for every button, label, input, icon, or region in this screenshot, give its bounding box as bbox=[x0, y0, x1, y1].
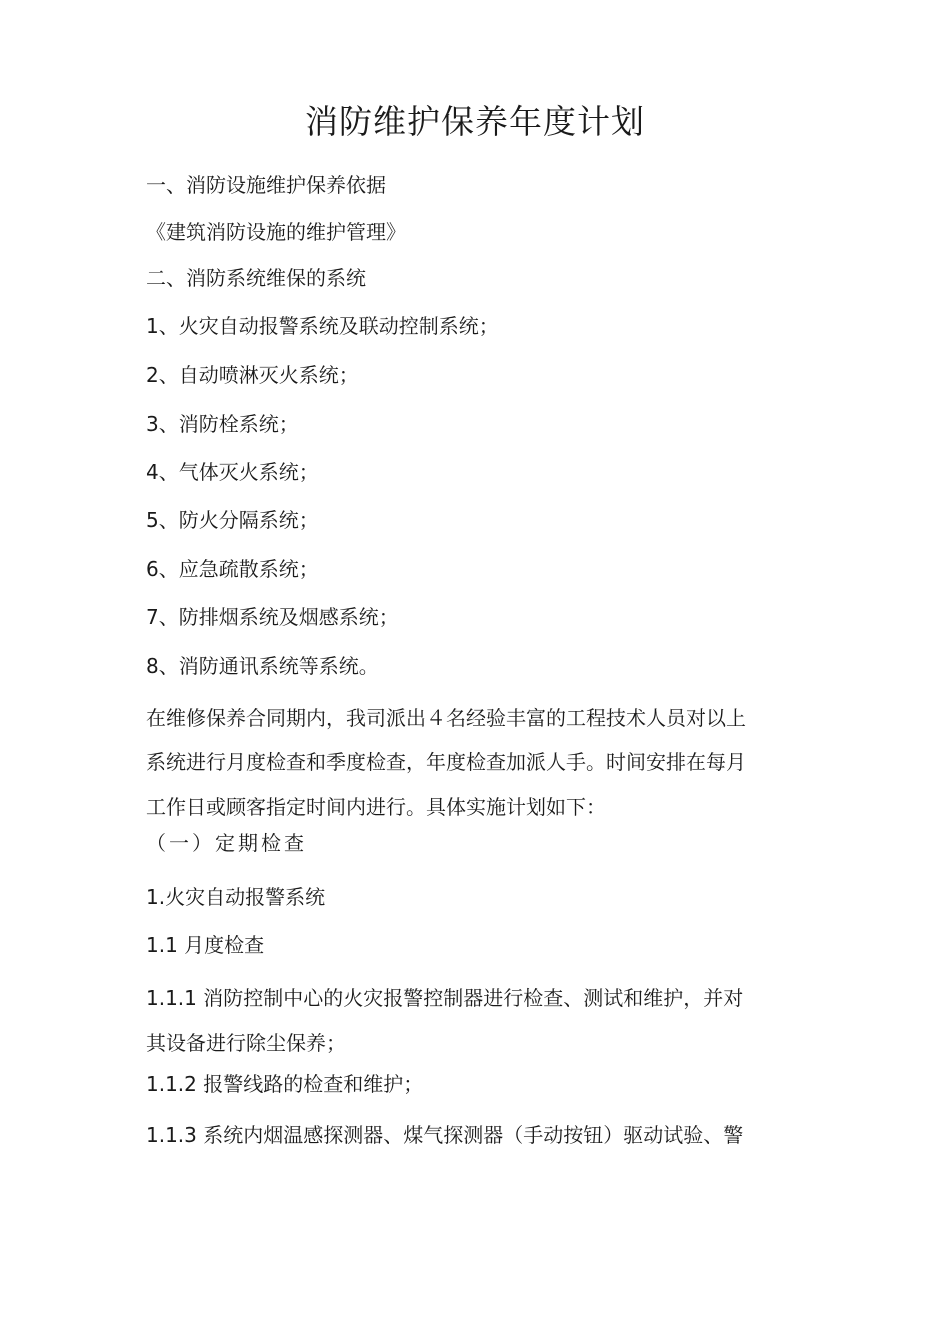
reference-standard: 《建筑消防设施的维护管理》 bbox=[146, 220, 406, 244]
system-list-item: 1、火灾自动报警系统及联动控制系统； bbox=[146, 314, 499, 338]
paragraph-line: 其设备进行除尘保养； bbox=[146, 1031, 346, 1055]
paragraph-line: 1.1.2 报警线路的检查和维护； bbox=[146, 1072, 424, 1096]
subsection-heading: （一）定期检查 bbox=[146, 831, 307, 855]
section-heading-basis: 一、消防设施维护保养依据 bbox=[146, 173, 386, 197]
system-list-item: 7、防排烟系统及烟感系统； bbox=[146, 605, 399, 629]
subsection-heading: 1.1 月度检查 bbox=[146, 933, 265, 957]
system-list-item: 3、消防栓系统； bbox=[146, 412, 299, 436]
system-list-item: 2、自动喷淋灭火系统； bbox=[146, 363, 359, 387]
paragraph-line: 工作日或顾客指定时间内进行。具体实施计划如下： bbox=[146, 795, 606, 819]
system-list-item: 6、应急疏散系统； bbox=[146, 557, 319, 581]
subsection-heading: 1.火灾自动报警系统 bbox=[146, 885, 326, 909]
system-list-item: 4、气体灭火系统； bbox=[146, 460, 319, 484]
section-heading-systems: 二、消防系统维保的系统 bbox=[146, 266, 366, 290]
system-list-item: 5、防火分隔系统； bbox=[146, 508, 319, 532]
document-title: 消防维护保养年度计划 bbox=[305, 102, 645, 141]
paragraph-line: 1.1.3 系统内烟温感探测器、煤气探测器（手动按钮）驱动试验、警 bbox=[146, 1123, 744, 1147]
system-list-item: 8、消防通讯系统等系统。 bbox=[146, 654, 379, 678]
paragraph-line: 1.1.1 消防控制中心的火灾报警控制器进行检查、测试和维护，并对 bbox=[146, 986, 744, 1010]
paragraph-line: 系统进行月度检查和季度检查，年度检查加派人手。时间安排在每月 bbox=[146, 750, 746, 774]
paragraph-line: 在维修保养合同期内，我司派出４名经验丰富的工程技术人员对以上 bbox=[146, 706, 746, 730]
